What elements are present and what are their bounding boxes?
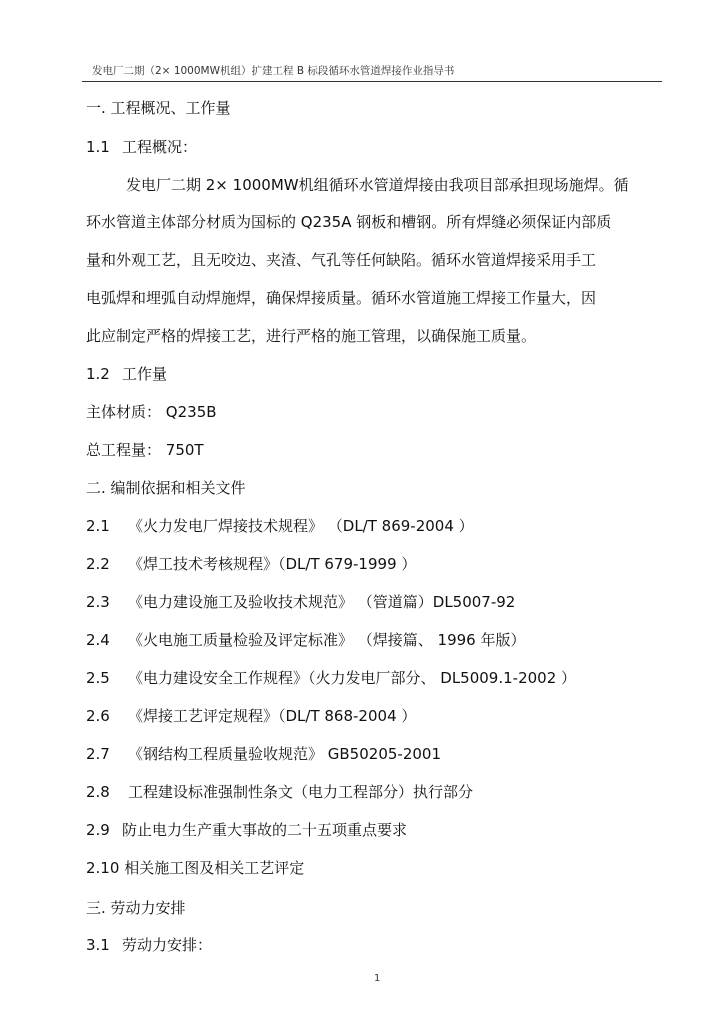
total-value: 750T — [165, 441, 204, 459]
overview-line-5: 此应制定严格的焊接工艺，进行严格的施工管理，以确保施工质量。 — [86, 327, 537, 345]
item-number: 2.10 — [86, 859, 120, 877]
subsection-title: 劳动力安排： — [122, 936, 213, 954]
material-value: Q235B — [165, 403, 217, 421]
item-number: 2.7 — [86, 745, 110, 763]
item-number: 2.8 — [86, 783, 110, 801]
subsection-number: 1.2 — [86, 365, 110, 383]
reference-item — [86, 592, 515, 612]
item-text: 《电力建设安全工作规程》（火力发电厂部分、 DL5009.1-2002 ） — [128, 669, 577, 687]
subsection-title: 工作量 — [122, 365, 168, 383]
subsection-3-1-heading — [86, 935, 212, 955]
overview-line-1: 发电厂二期 2× 1000MW机组循环水管道焊接由我项目部承担现场施焊。循 — [126, 176, 629, 194]
overview-line-2: 环水管道主体部分材质为国标的 Q235A 钢板和槽钢。所有焊缝必须保证内部质 — [86, 213, 612, 231]
reference-item — [86, 706, 416, 726]
total-row — [86, 440, 204, 460]
running-header: 发电厂二期（2× 1000MW机组）扩建工程 B 标段循环水管道焊接作业指导书 — [92, 65, 455, 77]
item-number: 2.6 — [86, 707, 110, 725]
subsection-title: 工程概况： — [122, 138, 198, 156]
item-text: 《火电施工质量检验及评定标准》 （焊接篇、 1996 年版） — [128, 631, 526, 649]
item-text: 《焊接工艺评定规程》（DL/T 868-2004 ） — [128, 707, 417, 725]
overview-line-3: 量和外观工艺，且无咬边、夹渣、气孔等任何缺陷。循环水管道焊接采用手工 — [86, 251, 597, 269]
reference-item — [86, 782, 473, 802]
section-1-title: 一. 工程概况、工作量 — [86, 99, 231, 117]
reference-item — [86, 554, 416, 574]
material-label: 主体材质： — [86, 403, 162, 421]
subsection-number: 1.1 — [86, 138, 110, 156]
item-number: 2.1 — [86, 517, 110, 535]
header-rule — [82, 81, 662, 82]
subsection-number: 3.1 — [86, 936, 110, 954]
reference-item — [86, 858, 304, 878]
reference-item — [86, 820, 407, 840]
subsection-1-2-heading — [86, 364, 167, 384]
section-3-title: 三. 劳动力安排 — [86, 899, 186, 917]
item-text: 《钢结构工程质量验收规范》 GB50205-2001 — [128, 745, 441, 763]
subsection-1-1-heading — [86, 137, 197, 157]
reference-item — [86, 516, 474, 536]
reference-item — [86, 668, 576, 688]
item-text: 相关施工图及相关工艺评定 — [124, 859, 305, 877]
item-number: 2.5 — [86, 669, 110, 687]
item-text: 《电力建设施工及验收技术规范》 （管道篇）DL5007-92 — [128, 593, 516, 611]
item-number: 2.3 — [86, 593, 110, 611]
material-row — [86, 402, 217, 422]
item-text: 《焊工技术考核规程》（DL/T 679-1999 ） — [128, 555, 417, 573]
reference-item — [86, 630, 525, 650]
item-text: 防止电力生产重大事故的二十五项重点要求 — [122, 821, 408, 839]
item-number: 2.9 — [86, 821, 110, 839]
section-2-title: 二. 编制依据和相关文件 — [86, 479, 246, 497]
page-number: 1 — [374, 973, 381, 984]
item-text: 《火力发电厂焊接技术规程》 （DL/T 869-2004 ） — [128, 517, 474, 535]
item-number: 2.4 — [86, 631, 110, 649]
reference-item — [86, 744, 441, 764]
overview-line-4: 电弧焊和埋弧自动焊施焊，确保焊接质量。循环水管道施工焊接工作量大，因 — [86, 289, 597, 307]
total-label: 总工程量： — [86, 441, 162, 459]
item-number: 2.2 — [86, 555, 110, 573]
item-text: 工程建设标准强制性条文（电力工程部分）执行部分 — [128, 783, 474, 801]
